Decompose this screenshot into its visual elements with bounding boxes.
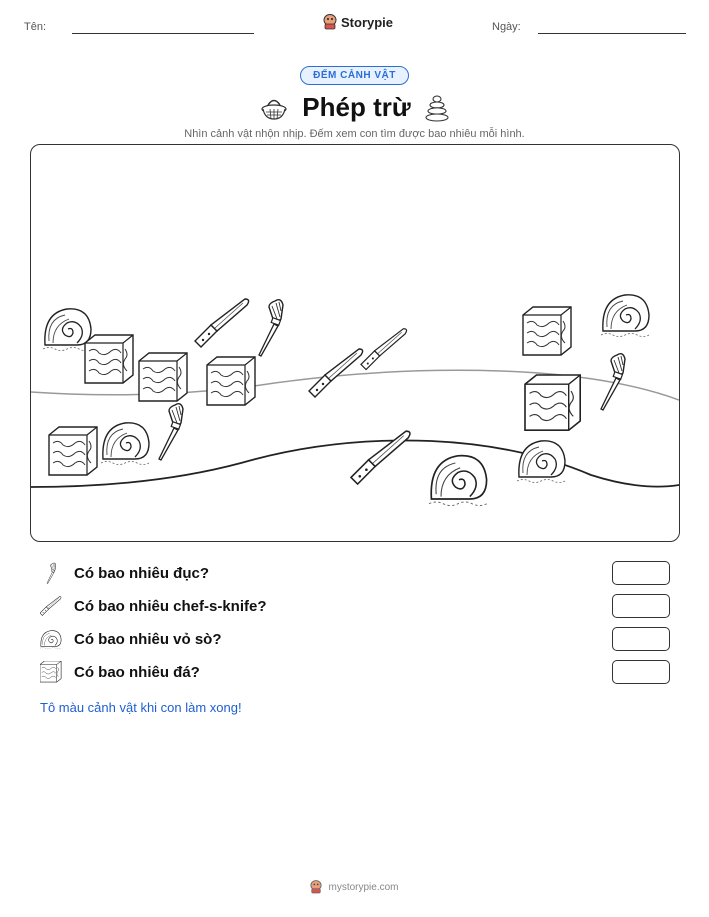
counting-scene (30, 144, 680, 542)
page-subtitle: Nhìn cảnh vật nhộn nhịp. Đếm xem con tìm được bao nhiêu mỗi hình. (184, 128, 525, 140)
name-label: Tên: (24, 21, 47, 33)
chef-knife-icon (40, 595, 62, 617)
stone-3 (207, 357, 255, 405)
coloring-instruction: Tô màu cảnh vật khi con làm xong! (40, 700, 242, 715)
title-row (0, 92, 709, 123)
scene-illustration (31, 145, 679, 541)
chef-knife-2 (309, 349, 363, 397)
question-text: Có bao nhiêu vỏ sò? (74, 630, 222, 648)
answer-box-stone[interactable] (612, 660, 670, 684)
category-badge: ĐẾM CẢNH VẬT (300, 66, 409, 85)
screwdriver-icon (40, 562, 62, 584)
answer-box-screwdriver[interactable] (612, 561, 670, 585)
question-text: Có bao nhiêu chef-s-knife? (74, 597, 267, 615)
stone-1 (85, 335, 133, 383)
storypie-mascot-icon (310, 880, 322, 894)
footer-url: mystorypie.com (328, 881, 399, 893)
footer (0, 880, 709, 894)
stone-4 (49, 427, 97, 475)
stone-2 (139, 353, 187, 401)
answer-box-chef-knife[interactable] (612, 594, 670, 618)
stone-icon (40, 661, 62, 683)
stone-6 (525, 375, 580, 430)
question-row-stone (40, 659, 670, 685)
screwdriver-2 (159, 404, 183, 460)
chef-knife-3 (361, 329, 407, 370)
question-text: Có bao nhiêu đục? (74, 564, 209, 582)
question-text: Có bao nhiêu đá? (74, 663, 200, 681)
storypie-mascot-icon (323, 14, 337, 30)
snail-shell-5 (517, 441, 565, 483)
screwdriver-1 (259, 300, 283, 356)
snail-shell-3 (429, 456, 487, 506)
question-row-screwdriver (40, 560, 670, 586)
snail-shell-4 (601, 295, 649, 337)
question-row-chef-knife (40, 593, 670, 619)
answer-box-snail-shell[interactable] (612, 627, 670, 651)
brand-logo (323, 14, 393, 30)
question-row-snail-shell (40, 626, 670, 652)
snail-shell-icon (40, 628, 62, 650)
name-field[interactable] (72, 33, 254, 34)
snail-shell-2 (101, 423, 149, 465)
stacked-stones-icon (425, 94, 449, 122)
page-title: Phép trừ (302, 92, 411, 122)
chef-knife-4 (351, 431, 410, 484)
chef-knife-1 (195, 299, 249, 347)
stone-5 (523, 307, 571, 355)
basket-icon (260, 95, 288, 121)
date-field[interactable] (538, 33, 686, 34)
date-label: Ngày: (492, 21, 521, 33)
brand-name: Storypie (341, 14, 394, 30)
snail-shell-1 (43, 309, 91, 351)
